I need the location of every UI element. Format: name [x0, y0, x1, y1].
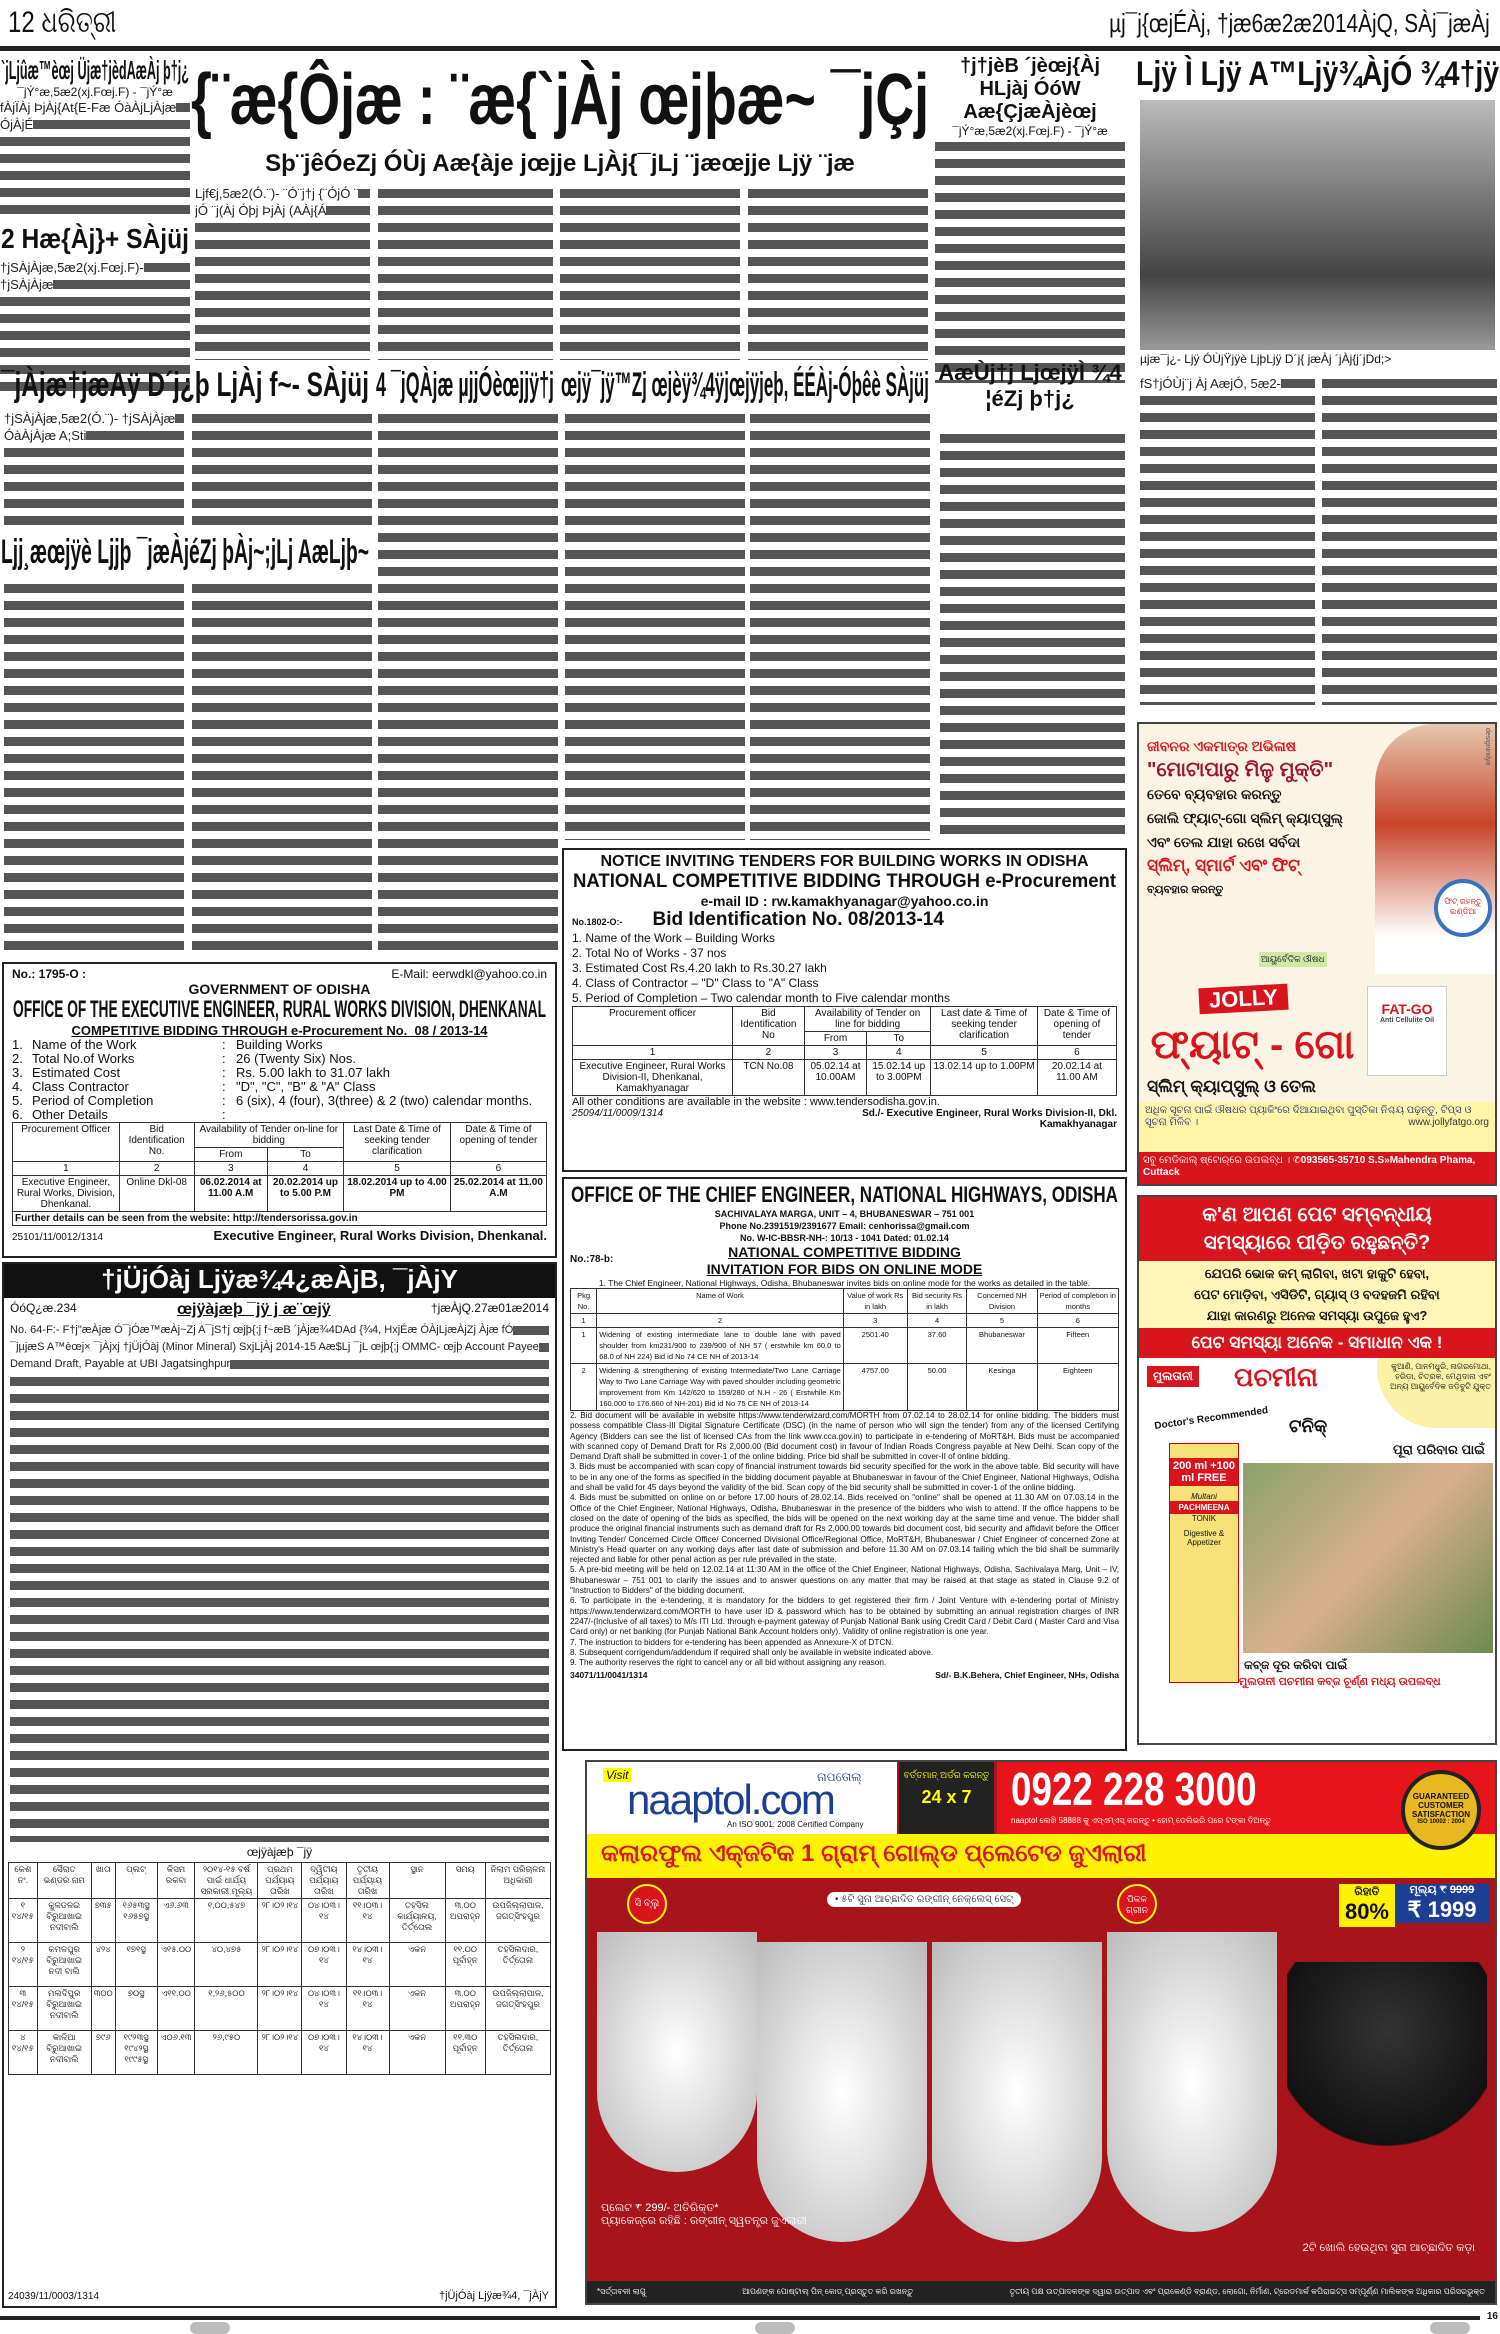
detail-n: 3. [12, 1065, 23, 1080]
article-body [940, 430, 1125, 840]
header-rule [0, 46, 1500, 51]
notice-details [572, 931, 1117, 1006]
guarantee-seal: GUARANTEED CUSTOMER SATISFACTION ISO 10002 : 2004 [1401, 1770, 1481, 1850]
separator: : [222, 1107, 226, 1122]
notice-gov: GOVERNMENT OF ODISHA [188, 981, 371, 997]
registration-mark [190, 2322, 230, 2334]
notice-title: OFFICE OF THE CHIEF ENGINEER, NATIONAL HIGHWAYS, ODISHA [571, 1182, 1118, 1207]
detail-v: Rs. 5.00 lakh to 31.07 lakh [236, 1065, 390, 1080]
article-body [192, 580, 372, 954]
table-row: Executive Engineer, Rural Works, Division, Dhenkanal. Online Dkl-08 06.02.2014 at 11.00 A.M 20.02.2014 up to 5.00 P.M 18.02.2014 up to 4.00 PM 25.02.2014 at 11.00 A.M [13, 1176, 547, 1212]
ingredients: କୁଆଣି, ପାନମଧୁରି, ନାଗରମୋଥା, ହରିଡ଼ା, ଚିତ୍ରକ, ମେଥିଦାନା ଏବଂ ଅନ୍ୟ ଆୟୁର୍ବେଦିକ ଜଡ଼ିବୁଟି ଯୁକ୍ତ [1377, 1358, 1495, 1428]
detail-item: 1. Name of the Work – Building Works [572, 931, 775, 945]
notice-banner: †jÜjÓàj Ljÿæ¾4¿æÀjB, ¯jÀjY [4, 1264, 555, 1298]
detail-n: 1. [12, 1037, 23, 1052]
table-row: ୩ ୧୪/୧୫ ମଲଦିପୁର ବିରୁଆଖାଇ ନଦୀବାଲି ୩୦୦ ୭୦ସ୍ଥ ଏ୧୧.୦୦ ୧,୨୬,୫୦୦ ୨୮।୦୨।୧୪ ୦୪।୦୩।୧୪ ୧୧।୦୩।୧୪ ଏକନ ୩.୦୦ ଅପରାହ୍ନ ଉପଜିଲ୍ଲାପାଳ, ଜଗତ୍‌ସିଂହପୁର [9, 1987, 551, 2031]
notice-number: ÓóQ¿æ.234 [10, 1301, 77, 1315]
fit-india-badge: ଫିଟ୍ ରହନ୍ତୁ ଇଣ୍ଡିଆ [1434, 879, 1492, 937]
website-link[interactable]: Further details can be seen from the website: http://tendersorissa.gov.in [13, 1212, 547, 1226]
detail-k: Period of Completion [32, 1093, 154, 1108]
ad-info: ଅଧିକ ସୂଚନା ପାଇଁ ଔଷଧର ପ୍ୟାକିଂରେ ଦିଆଯାଇଥିବା ପୁସ୍ତିକା ନିଶ୍ଚୟ ପଢ଼ନ୍ତୁ, ଟିପ୍‌ସ ଓ ସୂଚନା ମିଳିବ । www.jollyfatgo.org [1139, 1102, 1495, 1152]
notice-signature: Executive Engineer, Rural Works Division, Dhenkanal. [213, 1228, 547, 1243]
clause: 9. The authority reserves the right to cancel any or all bid without assigning any reason. [570, 1658, 887, 1668]
ad-text: ସ୍ଲିମ୍ କ୍ୟାପ୍‌ସୁଲ୍ ଓ ତେଲ [1147, 1077, 1316, 1096]
separator: : [222, 1065, 226, 1080]
notice-signature: Sd/- B.K.Behera, Chief Engineer, NHs, Odisha [935, 1670, 1119, 1681]
registration-mark [755, 2322, 795, 2334]
notice-number: No.: 1795-O : [12, 967, 87, 981]
jolly-fatgo-ad [1137, 722, 1497, 1186]
notice-signature: †jÜjÓàj Ljÿæ¾4, ¯jÀjY [438, 2290, 549, 2302]
ad-footer: *ସର୍ତ୍ତାବଳୀ ଲାଗୁ ଆପଣଙ୍କ ପୋଷ୍ଟାଲ୍ ପିନ୍ କୋଡ୍ ପ୍ରସ୍ତୁତ କରି ରଖନ୍ତୁ ତୃତୀୟ ପକ୍ଷ ଉତ୍ପାଦକଙ୍କ ଦ୍ୱାରା ଉତ୍ପାଦ ଏବଂ ପ୍ରାକେଣ୍ଡି ବ୍ରାଣ୍ଡ, ଲୋଗୋ, ନିର୍ମାଣ, ଟ୍ରେଡମାର୍କ କପିରାଇଟ୍ସ ସମ୍ପୂର୍ଣ୍ଣ ମାଲିକଙ୍କ ଅଧିକାର ପରିସରଭୁକ୍ତ [587, 2281, 1495, 2303]
column-header: ତୃତୀୟ ପର୍ଯ୍ୟାୟ ତାରିଖ [346, 1863, 389, 1899]
table-row: ୧ ୧୪/୧୫ କୁଳଡଳଇ ବିରୁଆଖାଇ ନଦୀବାଲି ୭୩୫ ୧୬୫୩ସ୍ଥ ୧୬୫୭ସ୍ଥ ଏ୬.୬୩ ୧,୦୦,୫୪୭ ୨୮।୦୨।୧୪ ୦୪।୦୩।୧୪ ୧୧।୦୩।୧୪ ତହସିଲ କାର୍ଯ୍ୟାଳୟ, ତିର୍ତ୍ତୋଲ ୩.୦୦ ଅପରାହ୍ନ ଉପଜିଲ୍ଲାପାଳ, ଜଗତ୍‌ସିଂହପୁର [9, 1899, 551, 1943]
column-header: ୨୦୧୪-୧୫ ବର୍ଷ ପାଇଁ ଧାର୍ଯ୍ୟ ସରକାରୀ ମୂଲ୍ୟ [195, 1863, 258, 1899]
order-phone: 0922 228 3000 naaptol ଲେଖି 58888 କୁ ଏସ୍‌ଏମ୍‌ଏସ୍ କରନ୍ତୁ • ହୋମ୍ ଡେଲିଭରି ପରେ ଟଙ୍କା ଦିଅନ୍ତୁ [997, 1762, 1497, 1834]
table-row: Executive Engineer, Rural Works Division-II, Dhenkanal, Kamakhyanagar TCN No.08 05.02.14 at 10.00AM 15.02.14 up to 3.00PM 13.02.14 up to 1.00PM 20.02.14 at 11.00 AM [573, 1060, 1117, 1096]
price-badge: ମୂଲ୍ୟ ₹ 9999 ₹ 1999 [1395, 1884, 1489, 1923]
notice-intro: 1. The Chief Engineer, National Highways, Odisha, Bhubaneswar invites bids on online mode for the works as detailed in the table. [598, 1278, 1091, 1288]
ad-text: ମୁଲତାନୀ ପଚମୀନା କବ୍ଜ ଚୂର୍ଣ୍ଣ ମଧ୍ୟ ଉପଲବ୍ଧ [1239, 1676, 1441, 1688]
detail-k: Other Details [32, 1107, 108, 1122]
notice-email: E-Mail: eerwdkl@yahoo.co.in [391, 967, 547, 981]
earrings-bangles-image [1287, 1962, 1487, 2192]
column-header: କେଶ ନଂ. [9, 1863, 38, 1899]
detail-v: 26 (Twenty Six) Nos. [236, 1051, 356, 1066]
detail-k: Class Contractor [32, 1079, 129, 1094]
notice-ref: 25094/11/0009/1314 [572, 1108, 664, 1119]
clause: 4. Bids must be submitted on online on or before 17.00 hours of 28.02.14. Bids received on "online" shall be opened at 11.30 AM on 07.03.14 in the Office of the Chief Engineer, National Highways, Odisha, Bhubaneswar in the presence of the bidders who wish to attend. If the office happens to be closed on the date of opening of the bids as specified, the bids will be opened on the next working day at the same time and venue. The bidder shall produce the original financial instruments such as demand draft for Rs 2,000.00 towards bid document cost, bid security and affidavit before the Officer Inviting Tender/ Concerned Circle Office/ Concerned Divisional Office/Regional Office, MoRT&H, Bhubaneswar / Chief Engineer of concerned Zone at Ministry's Head quarter on any working days after last date of submission and before 11.30 AM on 07.03.14 failing which the bid shall be summarily rejected and liable for other penal action as per rule prevailed in the state. [570, 1493, 1119, 1565]
notice-clauses [570, 1411, 1119, 1668]
product-name: ଫ୍ୟାଟ୍ - ଗୋ [1150, 1023, 1355, 1067]
ad-text: • ୫ଟି ସୁନା ଆଚ୍ଛାଦିତ ରଙ୍ଗୀନ୍ ନେକ୍‌ଲେସ୍ ସେଟ୍ [827, 1892, 1021, 1907]
discount-badge: ରିହାତି 80% [1339, 1884, 1395, 1927]
article-body [935, 138, 1125, 383]
column-header: ପ୍ରଥମ ପର୍ଯ୍ୟାୟ ତାରିଖ [258, 1863, 302, 1899]
variant-label: ସି ବ୍ଲୁ [627, 1884, 667, 1924]
article-headline: œjÿ¯jÿ™Zj œjèÿ¾4ÿjœjÿjeþ, ÉÉÀj-Óþêè SÀjüj [561, 366, 929, 404]
table-caption: œjÿàjæþ ¯jÿ [246, 1845, 313, 1859]
notice-address: SACHIVALAYA MARGA, UNIT – 4, BHUBANESWAR – 751 001 [714, 1209, 975, 1219]
clause: 6. To participate in the e-tendering, it is mandatory for the bidders to get registered their firm / Joint Venture with e-tendering portal of Ministry https://www.tenderwizard.com/MORTH to have user ID & password which has to be obtained by submitting an annual registration charges of INR 2247/-(Inclusive of all taxes) to M/s ITI Ltd. through e-payment gateway of Punjab National Bank using Credit Card / Debit Card ( Master Card and Visa Card only) or net banking (for Punjab National Bank Account holders only). Validity of online registration is one year. [570, 1596, 1119, 1637]
ad-text: ପ୍ଲେଟ ₹ 299/- ଅତିରିକ୍ତ* ପ୍ୟାକେଜ୍‌ରେ ରହିଛି : ରଙ୍ଗୀନ୍ ସ୍ୱତନ୍ତ୍ର ଜୁଏଲାରୀ [601, 2202, 807, 2227]
necklace-image [757, 1942, 927, 2242]
article-headline: ¯jÀjæ†jæAÿ D´j¿þ LjÀj f~- SÀjüj [1, 366, 369, 404]
separator: : [222, 1079, 226, 1094]
ad-text: ଜୋଲି ଫ୍ୟାଟ୍-ଗୋ ସ୍ଲିମ୍ କ୍ୟାପ୍‌ସୁଲ୍ [1147, 810, 1343, 826]
article-body: fÀjÏÀj ÞjÀj{At{E-Fæ ÓàÀjLjÀjæ ÓjÀjÉ [0, 99, 190, 219]
article-col-right [935, 55, 1125, 383]
article-headline: AæÙj†j LjœjÿÌ ¾4 ¦éZj þ†j¿ [938, 360, 1122, 411]
ad-tagline: ଜୀବନର ଏକମାତ୍ର ଅଭିଳାଷ [1147, 738, 1297, 754]
registration-mark [1430, 2322, 1470, 2334]
detail-item: 2. Total No of Works - 37 nos [572, 946, 727, 960]
notice-title: œjÿàjæþ ¯jÿ j æ¨œjÿ [176, 1301, 331, 1318]
article-headline: `jLjûæ™èœj Üjæ†jèdAæÀj þ†j¿ [1, 55, 189, 85]
notice-phone: Phone No.2391519/2391677 Email: cenhorissa@gmail.com [719, 1221, 970, 1231]
detail-n: 2. [12, 1051, 23, 1066]
separator: : [222, 1051, 226, 1066]
ayurvedic-badge: ଆୟୁର୍ବେଦିକ ଔଷଧ [1259, 952, 1327, 967]
article-body: Ljf€j,5æ2(Ó.¨)- ¨Ó¨j†j {¨ÓjÓ ¨ jÓ ¨j(Àj Óþj ÞjÀj (AÀj{Á [195, 185, 370, 360]
necklace-image [597, 1932, 757, 2172]
ad-text: କବ୍ଜ ଦୂର କରିବା ପାଇଁ [1244, 1658, 1348, 1672]
article-body [4, 580, 184, 954]
notice-heading: NATIONAL COMPETITIVE BIDDING [728, 1244, 961, 1260]
article-dateline: ¯jÝ°æ,5æ2(xj.Fœj.F) - ¯jÝ°æ [17, 85, 173, 99]
necklace-image [1107, 1932, 1277, 2232]
notice-email: e-mail ID : rw.kamakhyanagar@yahoo.co.in [700, 893, 989, 909]
designer-credit: designindya [1484, 728, 1491, 766]
auction-notice [2, 1262, 557, 2308]
notice-number: No.:78-b: [570, 1254, 614, 1265]
article-body [192, 410, 372, 530]
table-row: 1 Widening of existing intermediate lane to double lane with paved shoulder from km231/900 to 239/900 of NH 57 ( erstwhile km 60.0 to 68.0 of NH 224) Bid id No 74 CE NH of 2013-14 2501.40 37.60 Bhubaneswar Fifteen [571, 1328, 1119, 1364]
column-header: ସ୍ଥାନ [389, 1863, 445, 1899]
ad-headline: କଲାରଫୁଲ ଏକ୍‌ଜଟିକ 1 ଗ୍ରାମ୍ ଗୋଲ୍ଡ ପ୍ଲେଟେଡ ଜୁଏଲାରୀ [601, 1840, 1147, 1867]
naaptol-logo: Visit naaptol.com ନାପତୋଲ୍ An ISO 9001: 2008 Certified Company [587, 1762, 897, 1834]
ad-text: 2ଟି ଖୋଲି ହେଉଥିବା ସୁନା ଆଚ୍ଛାଦିତ କଡ଼ା [1302, 2242, 1475, 2254]
news-photo [1140, 100, 1495, 350]
article-body [378, 410, 558, 954]
family-photo [1243, 1463, 1493, 1653]
notice-number: No.1802-O:- [572, 917, 623, 927]
page-marker: 16 [1486, 2311, 1498, 2322]
table-row: ୨ ୧୪/୧୫ କମଳପୁର ବିରୁଆଖାଇ ନଦୀ ବାଲି ୪୨୪ ୧୭୧ସ୍ଥ ଏ୧୫.୦୦ ୪୦,୪୭୫ ୨୮।୦୨।୧୪ ୦୭।୦୩।୧୪ ୧୪।୦୩।୧୪ ଏକନ ୧୧.୦୦ ପୂର୍ବାହ୍ନ ତହସିଲଦାର, ତିର୍ତ୍ତୋଲ [9, 1943, 551, 1987]
tender-notice-rwd-dhenkanal [2, 962, 557, 1258]
table-row: ୪ ୧୪/୧୫ କାଳିଆ ବିରୁଆଖାଇ ନଦୀବାଲି ୭୯୬ ୧୯୨୩ସ୍ଥ ୧୯୪୨ସ୍ଥ ୧୯୯୫ସ୍ଥ ଏ୦୬.୧୩ ୨୬,୯୫୦ ୨୮।୦୨।୧୪ ୦୭।୦୩।୧୪ ୧୪।୦୩।୧୪ ଏକନ ୧୧.୩୦ ପୂର୍ବାହ୍ନ ତହସିଲଦାର, ତିର୍ତ୍ତୋଲ [9, 2031, 551, 2075]
detail-k: Estimated Cost [32, 1065, 121, 1080]
tender-notice-national-highways [562, 1177, 1127, 1751]
issue-date: µj¯j{œjÉÀj, †jæ6æ2æ2014ÀjQ, SÀj¯jæÀj [1109, 8, 1490, 38]
detail-v: "D", "C", "B" & "A" Class [236, 1079, 376, 1094]
website-link[interactable]: All other conditions are available in the website : www.tendersodisha.gov.in. [572, 1096, 940, 1108]
article-headline: Ljÿ Ì Ljÿ A™Ljÿ¾ÀjÓ ¾4†jÿ [1136, 55, 1499, 93]
notice-ref: 25101/11/0012/1314 [12, 1232, 104, 1243]
clause: 2. Bid document will be available in website https://www.tenderwizard.com/MORTH from 07.02.14 to 28.02.14 for online bidding. The bidders must possess compatible Class-III Digital Signature Certificate (DSC) (in the name of person who will sign the tender) from any of the licensed Certifying Agency (Bidders can see the list of licensed CAs from the link www.cca.gov.in) to participate in e-tendering of MoRT&H. Bids must be accompanied with scanned copy of Demand Draft for Rs 2,000.00 (Bid document cost) in favour of Indian Roads Congress payable at New Delhi. Scan copy of the Demand Draft shall be submitted in cover-1 of the online bidding. Price bid shall be submitted in cover-II of online bidding. [570, 1411, 1119, 1462]
detail-n: 6. [12, 1107, 23, 1122]
table-row: 2 Widening & strengthening of existing Intermediate/Two Lane Carriage Way to Two Lane Carriage Way with paved shoulder including geometric improvement from Km 142/620 to 159/280 of N.H - 26 ( Erstwhile Km 160.000 to 176.660 of NH-201) Bid id No 75 CE NH of 2013-14 4757.00 50.00 Kesinga Eighteen [571, 1364, 1119, 1411]
tender-notice-kamakhyanagar: NOTICE INVITING TENDERS FOR BUILDING WORKS IN ODISHA NATIONAL COMPETITIVE BIDDING THROUGH e-Procurement e-mail ID : rw.kamakhyanagar@yahoo.co.in No.1802-O:- Bid Identification No. 08/2013-14 1. Name of the Work – Building Works 2. Total No of Works - 37 nos 3. Estimated Cost Rs.4.20 lakh to Rs.30.27 lakh 4. Class of Contractor – "D" Class to "A" Class 5. Period of Completion – Two calendar month to Five calendar months Procurement officer Bid Identification No Availability of Tender on line for bidding Last date & Time of seeking tender clarification Date & Time of opening of tender From To 1 2 3 4 5 6 Executive Engineer, Rural Works Division-II, Dhenkanal, Kamakhyanagar TCN No.08 05.02.14 at 10.00AM 15.02.14 up to 3.00PM 13.02.14 up to 1.00PM 20.02.14 at 11.00 AM All other conditions are available in the website : www.tendersodisha.gov.in. 25094/11/0009/1314 Sd./- Executive Engineer, Rural Works Division-II, Dkl. Kamakhyanagar [562, 848, 1127, 1172]
ad-question: କ'ଣ ଆପଣ ପେଟ ସମ୍ବନ୍ଧୀୟ ସମସ୍ୟାରେ ପୀଡ଼ିତ ରହୁଛନ୍ତି? [1139, 1197, 1495, 1261]
doctor-recommended: Doctor's Recommended [1153, 1405, 1269, 1432]
ad-footer: ସବୁ ମେଡିକାଲ୍ ଷ୍ଟୋର୍‌ରେ ଉପଲବ୍ଧ । ✆093565-35710 S.S»Mahendra Phama, Cuttack [1139, 1152, 1495, 1184]
jolly-logo: JOLLY [1198, 984, 1288, 1015]
model-image [1375, 724, 1495, 974]
article-dateline: ¯jÝ°æ,5æ2(xj.Fœj.F) - ¯jÝ°æ [952, 124, 1108, 138]
detail-k: Total No.of Works [32, 1051, 135, 1066]
ad-text: ବ୍ୟବହାର କରନ୍ତୁ [1147, 884, 1224, 896]
pachmeena-ad [1137, 1195, 1497, 1745]
ad-headline: "ମୋଟାପାରୁ ମିଳୁ ମୁକ୍ତି" [1147, 759, 1334, 781]
notice-table: Procurement Officer Bid Identification No. Availability of Tender on-line for bidding Last Date & Time of seeking tender clarification Date & Time of opening of tender From To 1 2 3 4 5 6 Executive Engineer, Rural Works, Division, Dhenkanal. Online Dkl-08 06.02.2014 at 11.00 A.M 20.02.2014 up to 5.00 P.M 18.02.2014 up to 4.00 PM 25.02.2014 at 11.00 A.M Further details can be seen from the website: http://tendersorissa.gov.in [12, 1122, 547, 1226]
notice-ref: 34071/11/0041/1314 [570, 1670, 648, 1681]
main-subheadline: Sþ¨jêÓeZj ÓÙj Aæ{àje jœjje LjÀj{¯jLj ¨jæœjje Ljÿ ¨jæ [265, 150, 855, 177]
column-header: ପ୍ଲଟ୍ [115, 1863, 157, 1899]
article-body [750, 410, 930, 840]
ad-text: ଟନିକ୍ [1289, 1416, 1328, 1436]
detail-v [236, 1108, 547, 1122]
notice-office: OFFICE OF THE EXECUTIVE ENGINEER, RURAL WORKS DIVISION, DHENKANAL [13, 996, 546, 1023]
column-header: ନିଲାମ ପରିଚାଳନା ଅଧିକାରୀ [485, 1863, 550, 1899]
notice-title: NOTICE INVITING TENDERS FOR BUILDING WORKS IN ODISHA [600, 853, 1089, 870]
article-body: †jSÀjÀjæ,5æ2(Ó.¨)- †jSÀjÀjæ ÓàÀjÀjæ A;Sti [4, 410, 184, 530]
bid-identification: Bid Identification No. 08/2013-14 [652, 909, 944, 930]
article-body: fS†jÓÙj¨j Àj AæjÓ, 5æ2- [1140, 375, 1315, 705]
notice-subtitle: COMPETITIVE BIDDING THROUGH e-Procurement No._08 / 2013-14 [71, 1023, 488, 1038]
photo-caption: µjæ¯j¿- Ljÿ ÓÙjŸjÿè LjþLjÿ D´j{ jæÀj ´jÀj{j´jDd;> [1140, 352, 1392, 366]
variant-label: ପିକକ ଗ୍ରୀନ [1117, 1884, 1157, 1924]
product-box: FAT-GO Anti Cellulite Oil [1367, 986, 1447, 1076]
detail-v: 6 (six), 4 (four), 3(three) & 2 (two) calendar months. [236, 1093, 533, 1108]
column-header: ଦ୍ୱିତୀୟ ପର୍ଯ୍ୟାୟ ତାରିଖ [302, 1863, 346, 1899]
clause: 8. Subsequent corrigendum/addendum if required shall only be available in website indicated above. [570, 1647, 934, 1657]
necklace-image [932, 1942, 1102, 2242]
ad-symptoms: ଯେପରି ଭୋକ କମ୍ ଲାଗିବା, ଖଟା ହାକୁଟି ହେବା, ପେଟ ମୋଡ଼ିବା, ଏସିଡିଟି, ଗ୍ୟାସ୍ ଓ ବଦହଜମି ରହିବା ଯାହା କାରଣରୁ ଅନେକ ସମସ୍ୟା ଉପୁଜେ ହୁଏ? [1139, 1261, 1495, 1328]
column-header: ଖାତା [91, 1863, 115, 1899]
article-headline: †j†jèB ´jèœj{Àj HLjàj ÓóW Aæ{ÇjæÀjèœj [959, 55, 1101, 123]
article-col1 [0, 55, 190, 394]
detail-n: 4. [12, 1079, 23, 1094]
article-body [1322, 375, 1497, 705]
notice-details [12, 1038, 547, 1122]
ad-text: ପୂରା ପରିବାର ପାଇଁ [1392, 1442, 1485, 1457]
detail-k: Name of the Work [32, 1037, 137, 1052]
separator: : [222, 1093, 226, 1108]
notice-ref-no: No. W-IC-BBSR-NH-: 10/13 - 1041 Dated: 01.02.14 [740, 1233, 949, 1243]
multani-logo: ମୁଲତାନୀ [1147, 1366, 1199, 1387]
footer-rule [0, 2316, 1480, 2320]
notice-heading: INVITATION FOR BIDS ON ONLINE MODE [706, 1261, 983, 1277]
ad-text: ସ୍ଲିମ୍, ସ୍ମାର୍ଟ ଏବଂ ଫିଟ୍ [1147, 856, 1300, 875]
ad-website[interactable]: www.jollyfatgo.org [1408, 1117, 1489, 1128]
article-headline: 4 ¯jQÀjæ µjjÓèœjjÿ†j [376, 366, 554, 404]
article-headline: Ljj¸æœjÿè Ljjþ ¯jæÀjéZj þÀj~;jLj AæLjþ~ [0, 533, 369, 571]
product-box: 200 ml +100 ml FREE Multani PACHMEENA TONIK Digestive & Appetizer [1169, 1443, 1239, 1683]
clause: 3. Bids must be accompanied with scan copy of financial instrument towards bid security specified for the work in the above table. Bid security will have to be in any one of the forms as specified in the bidding document payable at Bhubaneswar in favour of the Chief Engineer, National Highways, Odisha and shall be valid for 45 days beyond the validity of the bid. Scan copy of the bid security shall be submitted in cover-1 of the online bidding. [570, 1462, 1119, 1493]
notice-ref: 24039/11/0003/1314 [8, 2291, 100, 2302]
ad-text: ତେବେ ବ୍ୟବହାର କରନ୍ତୁ [1147, 786, 1282, 802]
detail-n: 5. [12, 1093, 23, 1108]
article-body [378, 185, 553, 360]
notice-subtitle: NATIONAL COMPETITIVE BIDDING THROUGH e-Procurement [573, 871, 1116, 892]
article-body [560, 185, 740, 360]
main-headline: {¨æ{Ôjæ : ¨æ{`jÀj œjþæ~ ¯jÇj [191, 60, 929, 140]
notice-date: †jæÀjQ.27æ01æ2014 [430, 1301, 549, 1315]
separator: : [222, 1037, 226, 1052]
notice-table: Pkg No. Name of Work Value of work Rs in lakh Bid security Rs in lakh Concerned NH Division Period of completion in months 1 2 3 4 5 6 1 Widening of existing intermediate lane to double lane with paved shoulder from km231/900 to 239/900 of NH 57 ( erstwhile km 60.0 to 68.0 of NH 224) Bid id No 74 CE NH of 2013-14 2501.40 37.60 Bhubaneswar Fifteen 2 Widening & strengthening of existing Intermediate/Two Lane Carriage Way to Two Lane Carriage Way with paved shoulder including geometric improvement from Km 142/620 to 159/280 of N.H - 26 ( Erstwhile Km 160.000 to 176.660 of NH-201) Bid id No 75 CE NH of 2013-14 4757.00 50.00 Kesinga Eighteen [570, 1288, 1119, 1411]
notice-body: No. 64-F:- F†j"æÀjæ Ó¯jÓæ™æÀj~Zj A¯jS†j œjþ{;j f~æB ´jÀjæ¾4DAd {¾4, HxjÉæ ÓÀjLjæÀjZj Àjæ fÓ ¯jµjæS A™èœj× ¯jÀjxj †jÜjÓàj (Minor Mineral) SxjLjÀj 2014-15 Aæ$Lj ¯jL œjþ{;j OMMC- œjþ Account Payee Demand Draft, Payable at UBI Jagatsinghpur [10, 1322, 549, 1842]
detail-item: 4. Class of Contractor – "D" Class to "A" Class [572, 976, 819, 990]
ad-text: ଏବଂ ତେଲ ଯାହା ରଖେ ସର୍ବଦା [1147, 834, 1301, 850]
column-header: କିସମ ରକବା [157, 1863, 195, 1899]
clause: 7. The instruction to bidders for e-tendering has been appended as Annexure-X of DTCN. [570, 1637, 894, 1647]
clause: 5. A pre-bid meeting will be held on 12.02.14 at 11:30 AM in the office of the Chief Engineer, National Highways, Odisha, Sachivalaya Marg, Unit – IV, Bhubaneswar – 751 001 to clarify the issues and to answer questions on any matter that may be raised at that stage as stated in Clause 9.2 of "Instruction to Bidders" of the bidding document. [570, 1565, 1119, 1596]
notice-table: Procurement officer Bid Identification No Availability of Tender on line for bidding Last date & Time of seeking tender clarification Date & Time of opening of tender From To 1 2 3 4 5 6 Executive Engineer, Rural Works Division-II, Dhenkanal, Kamakhyanagar TCN No.08 05.02.14 at 10.00AM 15.02.14 up to 3.00PM 13.02.14 up to 1.00PM 20.02.14 at 11.00 AM [572, 1006, 1117, 1096]
page-number-section: 12 ଧରିତ୍ରୀ [8, 6, 117, 39]
article-body [565, 410, 745, 840]
detail-item: 5. Period of Completion – Two calendar month to Five calendar months [572, 991, 950, 1005]
article-headline: 2 Hæ{Àj}+ SÀjüj [1, 223, 189, 254]
brand-name: ପଚମୀନା [1234, 1362, 1318, 1392]
notice-signature: Sd./- Executive Engineer, Rural Works Division-II, Dkl. [862, 1108, 1117, 1119]
article-body [748, 185, 928, 360]
column-header: ସୈରାତ ଭଣ୍ଡର ନାମ [37, 1863, 91, 1899]
column-header: ସମୟ [445, 1863, 485, 1899]
article-body: †jSÀjÀjæ,5æ2(xj.Fœj.F)- †jSÀjÀjæ [0, 259, 190, 394]
auction-table [8, 1862, 551, 2075]
detail-v: Building Works [236, 1037, 323, 1052]
detail-item: 3. Estimated Cost Rs.4.20 lakh to Rs.30.27 lakh [572, 961, 827, 975]
order-24x7: ବର୍ତ୍ତମାନ୍ ଅର୍ଡର କରନ୍ତୁ 24 x 7 [899, 1762, 994, 1834]
naaptol-jewellery-ad [585, 1760, 1497, 2305]
ad-solution: ପେଟ ସମସ୍ୟା ଅନେକ - ସମାଧାନ ଏକ ! [1139, 1328, 1495, 1358]
